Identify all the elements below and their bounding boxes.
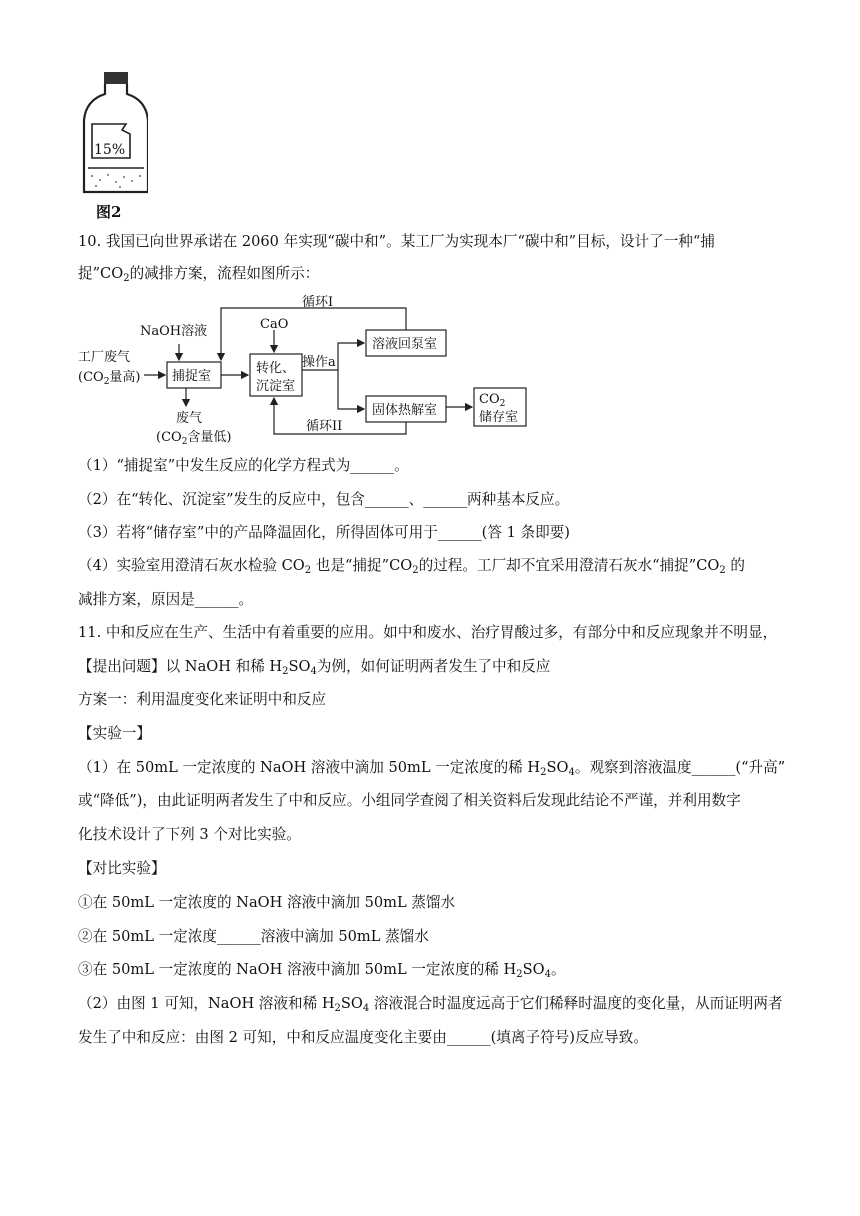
- q11-part1-cont2: 化技术设计了下列 3 个对比实验。: [78, 826, 301, 843]
- naoh-label: NaOH溶液: [140, 324, 208, 339]
- q11-contrast3: ③在 50mL 一定浓度的 NaOH 溶液中滴加 50mL 一定浓度的稀 $H_2SO_4$。: [78, 961, 566, 980]
- q10-line1: 10. 我国已向世界承诺在 2060 年实现“碳中和”。某工厂为实现本厂“碳中和”目标，设计了一种“捕: [78, 233, 715, 250]
- q11-part2: （2）由图 1 可知，NaOH 溶液和稀 $H_2SO_4$ 溶液混合时温度远高于它们稀释时温度的变化量，从而证明两者: [78, 995, 783, 1014]
- q10-part4-cont: 减排方案，原因是______。: [78, 591, 254, 608]
- q11-part2-cont: 发生了中和反应：由图 2 可知，中和反应温度变化主要由______(填离子符号)反应导致。: [78, 1029, 648, 1046]
- q11-part1-cont: 或“降低”)，由此证明两者发生了中和反应。小组同学查阅了相关资料后发现此结论不严谨，并利用数字: [78, 792, 741, 809]
- q11-contrast-heading: 【对比实验】: [78, 860, 166, 877]
- storage-label-2: 储存室: [479, 410, 519, 425]
- process-flowchart: [76, 290, 536, 448]
- q11-question: 【提出问题】以 NaOH 和稀 $H_2SO_4$为例，如何证明两者发生了中和反应: [78, 658, 551, 677]
- factory-label: 工厂废气: [78, 350, 131, 365]
- cao-label: CaO: [260, 317, 289, 332]
- conversion-label-1: 转化、: [256, 361, 296, 376]
- capture-label: 捕捉室: [172, 369, 212, 384]
- q10-line2: 捉$”CO_2$的减排方案，流程如图所示：: [78, 265, 320, 284]
- operation-label: 操作a: [302, 355, 336, 370]
- q10-part1: （1）“捕捉室”中发生反应的化学方程式为______。: [78, 457, 409, 474]
- q10-part4: （4）实验室用澄清石灰水检验 $CO_2$ 也是“捕捉$”CO_2$的过程。工厂却不宜采用澄清石灰水“捕捉$”CO_2$ 的: [78, 557, 745, 576]
- cycle2-label: 循环II: [306, 419, 343, 434]
- q11-plan: 方案一：利用温度变化来证明中和反应: [78, 691, 327, 708]
- q11-part1: （1）在 50mL 一定浓度的 NaOH 溶液中滴加 50mL 一定浓度的稀 $H_2SO_4$。观察到溶液温度______(“升高”: [78, 759, 786, 778]
- figure-caption: 图2: [96, 203, 122, 221]
- conversion-label-2: 沉淀室: [256, 379, 296, 394]
- q11-line1: 11. 中和反应在生产、生活中有着重要的应用。如中和废水、治疗胃酸过多，有部分中和反应现象并不明显，: [78, 624, 778, 641]
- q10-part3: （3）若将“储存室”中的产品降温固化，所得固体可用于______(答 1 条即要): [78, 524, 570, 541]
- pump-label: 溶液回泵室: [372, 337, 438, 352]
- bottle-figure: [78, 70, 148, 222]
- bottle-label: 15%: [94, 142, 126, 158]
- q11-contrast2: ②在 50mL 一定浓度______溶液中滴加 50mL 蒸馏水: [78, 928, 429, 945]
- heat-label: 固体热解室: [372, 403, 438, 418]
- factory-label-2: ($CO_2$量高): [78, 370, 141, 387]
- q11-exp1-heading: 【实验一】: [78, 725, 151, 742]
- waste-label: 废气: [176, 411, 203, 426]
- bottle-cap: [104, 72, 128, 84]
- cycle1-label: 循环I: [302, 295, 334, 310]
- storage-label-1: $CO_2$: [479, 392, 506, 409]
- waste-label-2: ($CO_2$含量低): [156, 430, 232, 447]
- liquid-dots: [91, 174, 141, 188]
- q11-contrast1: ①在 50mL 一定浓度的 NaOH 溶液中滴加 50mL 蒸馏水: [78, 894, 456, 911]
- q10-part2: （2）在“转化、沉淀室”发生的反应中，包含______、______两种基本反应。: [78, 491, 570, 508]
- bottle-outline: [84, 84, 148, 192]
